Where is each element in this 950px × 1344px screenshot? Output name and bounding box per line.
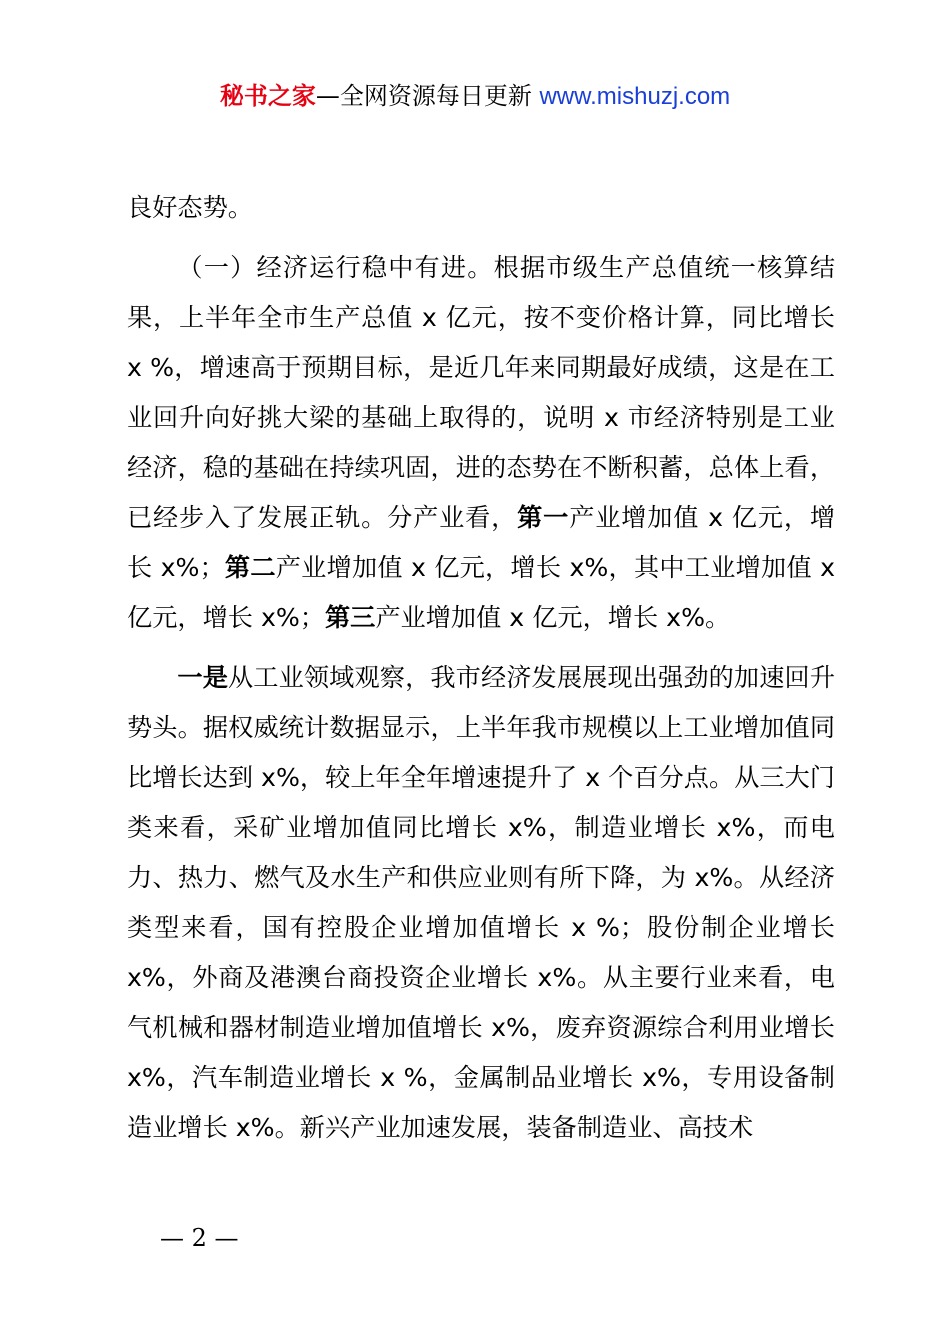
- paragraph-text: 产业增加值 x 亿元，增长 x%，其中工业增加值 x 亿元，增长 x%；: [127, 553, 835, 632]
- site-brand: 秘书之家: [219, 82, 316, 110]
- site-url-link[interactable]: www.mishuzj.com: [539, 83, 731, 110]
- paragraph-text: （一）经济运行稳中有进。根据市级生产总值统一核算结果，上半年全市生产总值 x 亿元，按不变价格计算，同比增长 x %，增速高于预期目标，是近几年来同期最好成绩，这是在工业回升向好挑大梁的基础上取得的，说明 x 市经济特别是工业经济，稳的基础在持续巩固，进的态势在不断积蓄，总体上看，已经步入了发展正轨。分产业看，: [127, 253, 835, 532]
- paragraph-continuation: 良好态势。: [127, 193, 253, 222]
- paragraph-economy-overview: [127, 243, 835, 643]
- paragraph-text: 产业增加值 x 亿元，增长 x%。: [375, 603, 731, 632]
- paragraph-text: 产业增加值 x 亿元，增长 x%；: [127, 503, 836, 582]
- paragraph-industry: [127, 653, 835, 1153]
- bold-term-first-point: 一是: [177, 663, 228, 692]
- bold-term-tertiary: 第三: [324, 603, 376, 632]
- document-body: [127, 183, 835, 1153]
- bold-term-primary: 第一: [517, 503, 570, 532]
- site-header: [0, 80, 950, 113]
- paragraph-text: 从工业领域观察，我市经济发展展现出强劲的加速回升势头。据权威统计数据显示，上半年我市规模以上工业增加值同比增长达到 x%，较上年全年增速提升了 x 个百分点。从三大门类来看，采矿业增加值同比增长 x%，制造业增长 x%，而电力、热力、燃气及水生产和供应业则有所下降，为 x%。从经济类型来看，国有控股企业增加值增长 x %；股份制企业增长 x%，外商及港澳台商投资企业增长 x%。从主要行业来看，电气机械和器材制造业增加值增长 x%，废弃资源综合利用业增长 x%，汽车制造业增长 x %，金属制品业增长 x%，专用设备制造业增长 x%。新兴产业加速发展，装备制造业、高技术: [127, 663, 835, 1142]
- page-number: — 2 —: [160, 1224, 239, 1252]
- site-tagline: —全网资源每日更新: [315, 82, 540, 110]
- bold-term-secondary: 第二: [224, 553, 276, 582]
